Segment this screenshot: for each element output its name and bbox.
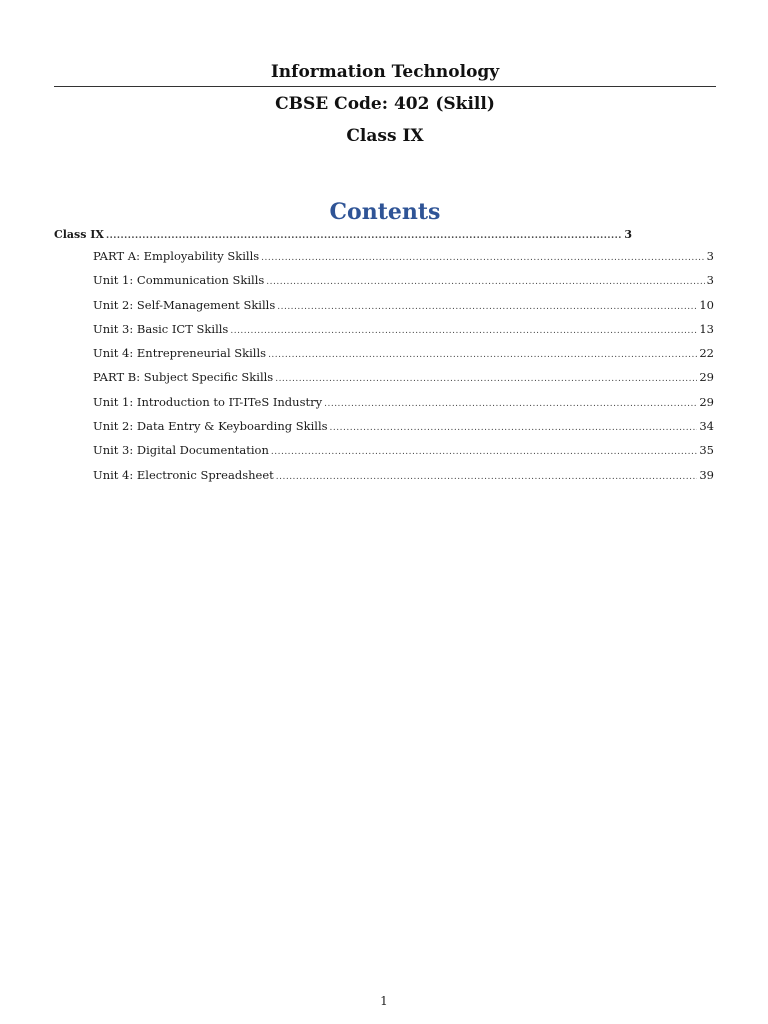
toc-entry-label: PART B: Subject Specific Skills bbox=[93, 370, 274, 385]
toc-entry-part-a[interactable] bbox=[93, 245, 714, 269]
toc-entry-unit-3-basic-ict[interactable] bbox=[93, 318, 714, 342]
toc-entry-page: 39 bbox=[699, 467, 714, 482]
toc-entry-page: 29 bbox=[699, 370, 714, 385]
toc-dot-leader bbox=[266, 271, 704, 293]
toc-entry-label: Unit 2: Data Entry & Keyboarding Skills bbox=[93, 419, 328, 434]
toc-entry-part-b[interactable] bbox=[93, 366, 714, 390]
toc-entry-page: 35 bbox=[699, 443, 714, 458]
toc-entry-unit-3-digital-documentation[interactable] bbox=[93, 439, 714, 463]
toc-dot-leader bbox=[271, 441, 697, 463]
toc-entry-page: 3 bbox=[624, 228, 632, 241]
table-of-contents bbox=[54, 226, 714, 488]
toc-entry-page: 3 bbox=[706, 273, 714, 288]
toc-dot-leader bbox=[275, 368, 697, 390]
toc-entry-unit-1-it-ites[interactable] bbox=[93, 391, 714, 415]
toc-dot-leader bbox=[277, 296, 697, 318]
title-divider bbox=[54, 86, 716, 87]
toc-entry-class-ix[interactable] bbox=[54, 226, 632, 245]
toc-entry-unit-1-communication[interactable] bbox=[93, 269, 714, 293]
toc-dot-leader bbox=[330, 417, 698, 439]
contents-heading: Contents bbox=[329, 199, 441, 225]
toc-entry-page: 3 bbox=[706, 249, 714, 263]
toc-entry-page: 34 bbox=[699, 419, 714, 434]
toc-entry-label: Class IX bbox=[54, 228, 104, 241]
toc-entry-label: Unit 3: Digital Documentation bbox=[93, 443, 269, 458]
toc-entry-page: 22 bbox=[699, 346, 714, 361]
toc-entry-unit-2-data-entry[interactable] bbox=[93, 415, 714, 439]
class-label: Class IX bbox=[346, 126, 424, 146]
document-title: Information Technology bbox=[270, 62, 500, 82]
toc-entry-label: Unit 4: Entrepreneurial Skills bbox=[93, 346, 267, 361]
toc-entry-label: Unit 4: Electronic Spreadsheet bbox=[93, 467, 274, 482]
toc-dot-leader bbox=[230, 320, 697, 342]
toc-dot-leader bbox=[276, 466, 698, 488]
toc-dot-leader bbox=[268, 344, 697, 366]
toc-dot-leader bbox=[106, 227, 622, 245]
toc-entry-page: 29 bbox=[699, 394, 714, 409]
toc-entry-page: 10 bbox=[699, 297, 714, 312]
page-number: 1 bbox=[380, 994, 388, 1008]
course-code: CBSE Code: 402 (Skill) bbox=[275, 94, 495, 114]
toc-entry-unit-4-electronic-spreadsheet[interactable] bbox=[93, 464, 714, 488]
toc-entry-page: 13 bbox=[699, 321, 714, 336]
toc-entry-label: Unit 1: Communication Skills bbox=[93, 273, 265, 288]
toc-entry-unit-4-entrepreneurial[interactable] bbox=[93, 342, 714, 366]
toc-entry-label: Unit 2: Self-Management Skills bbox=[93, 297, 276, 312]
toc-dot-leader bbox=[324, 393, 697, 415]
toc-entry-unit-2-self-management[interactable] bbox=[93, 294, 714, 318]
toc-entry-label: Unit 1: Introduction to IT-ITeS Industry bbox=[93, 394, 323, 409]
toc-entry-label: PART A: Employability Skills bbox=[93, 249, 260, 263]
toc-dot-leader bbox=[261, 247, 705, 269]
toc-entry-label: Unit 3: Basic ICT Skills bbox=[93, 321, 229, 336]
